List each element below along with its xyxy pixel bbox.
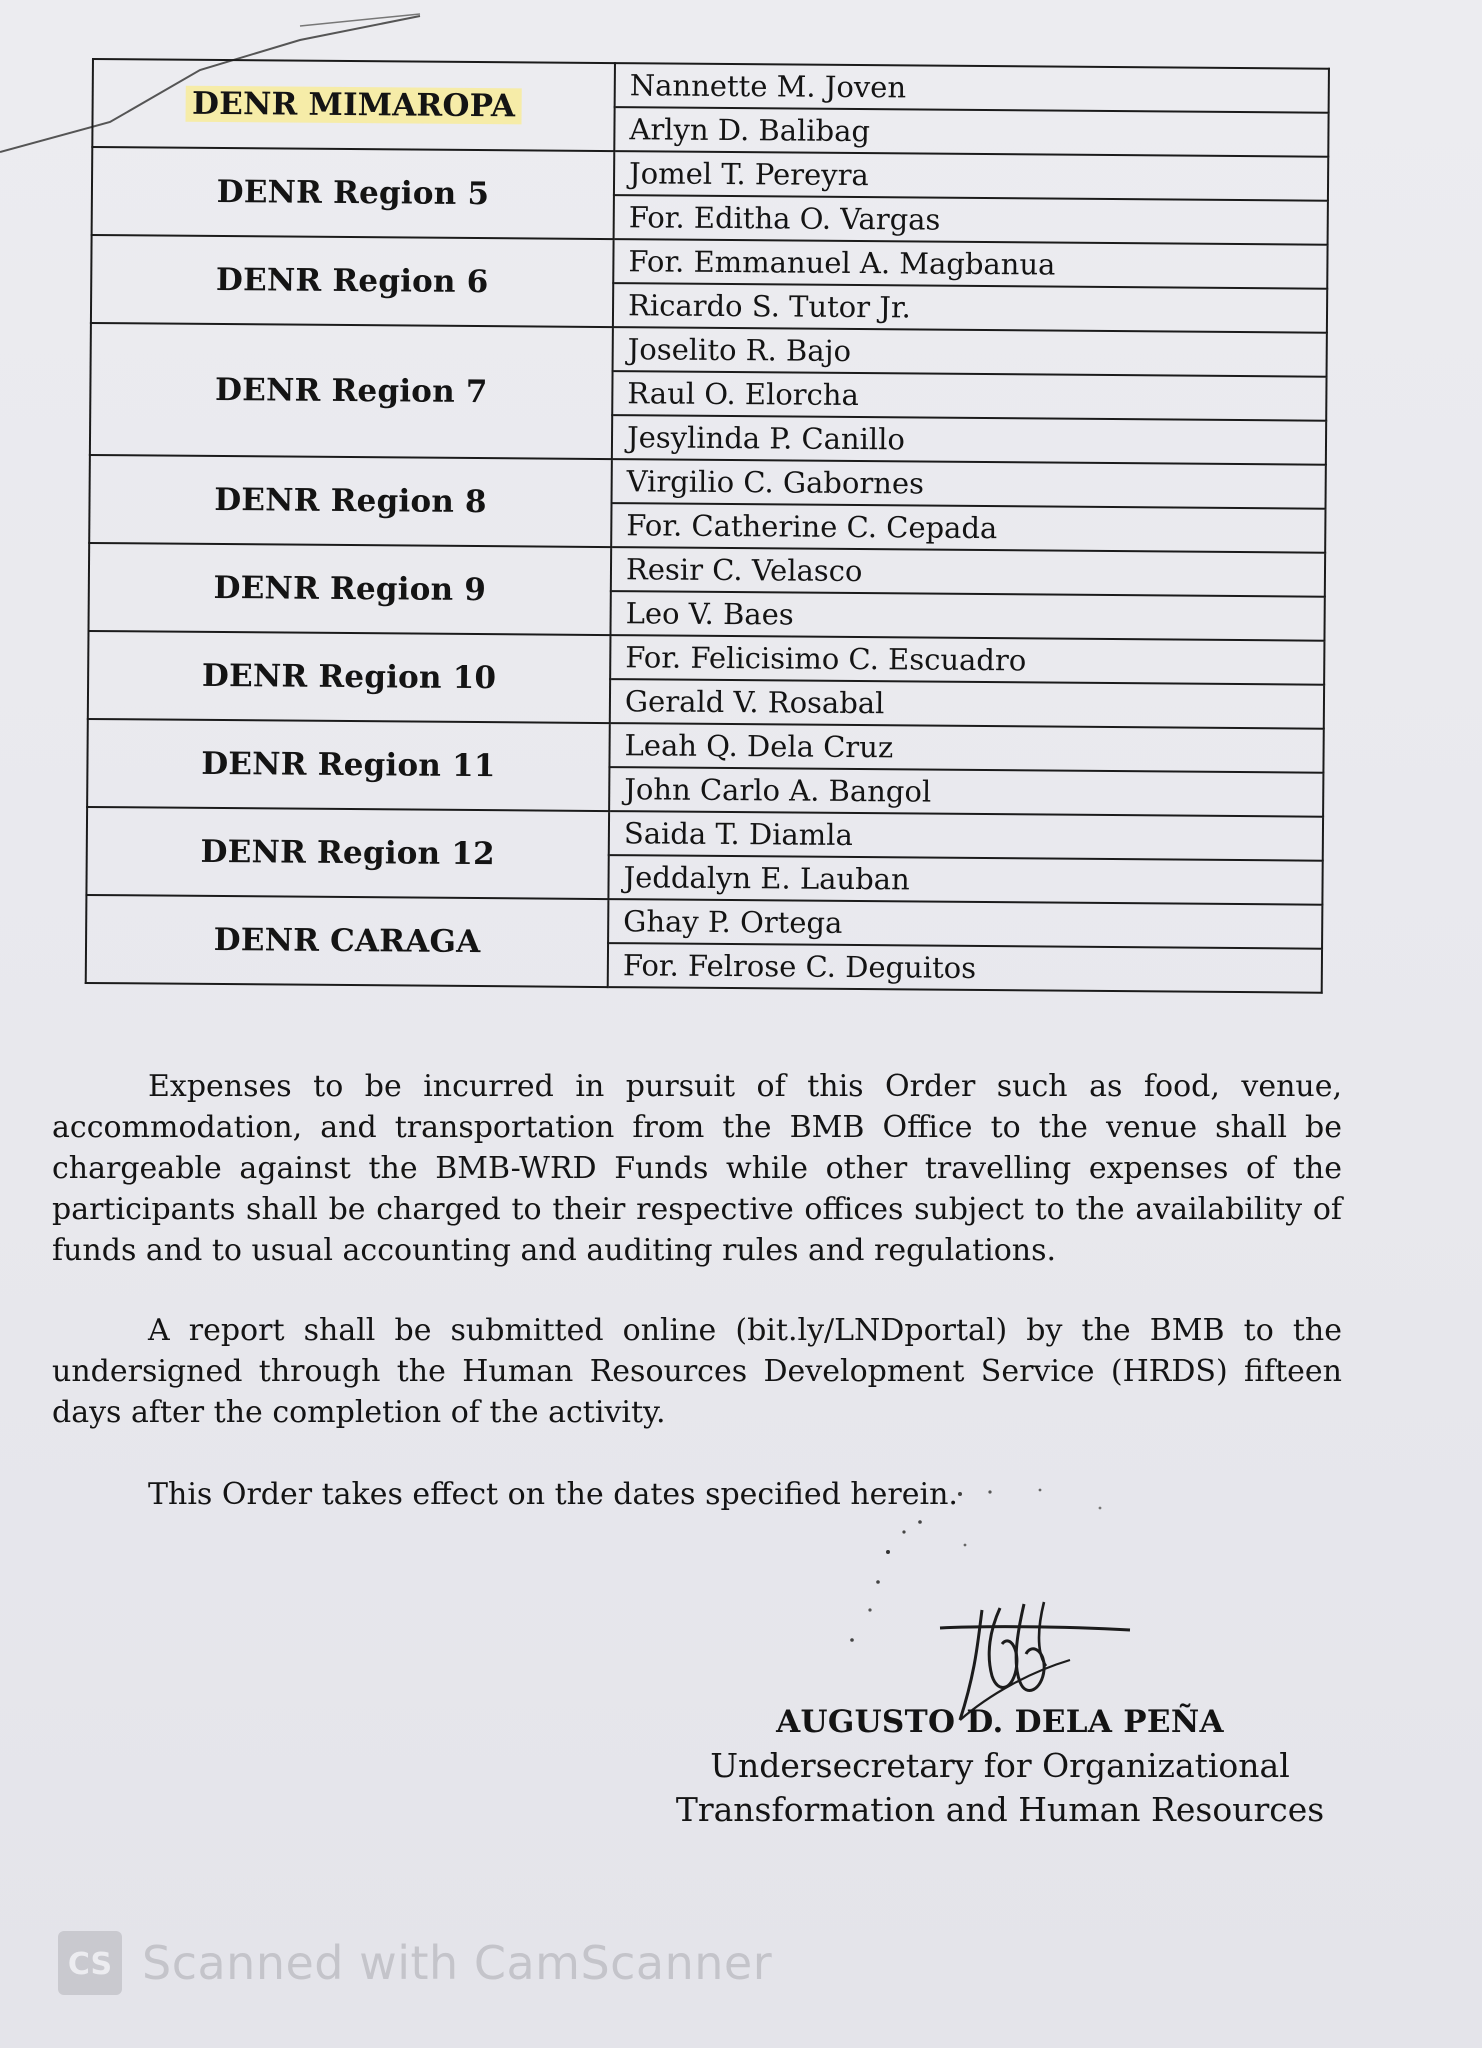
signatory-block (640, 1700, 1360, 1832)
participant-name: Nannette M. Joven (615, 63, 1329, 113)
participant-name: Raul O. Elorcha (612, 371, 1326, 421)
region-name: DENR Region 8 (214, 481, 487, 521)
camscanner-logo-text: CS (67, 1947, 113, 1982)
table-row (90, 455, 1326, 509)
participant-name: Joselito R. Bajo (613, 327, 1327, 377)
table-row (86, 895, 1322, 949)
region-name: DENR Region 7 (214, 371, 488, 411)
region-cell (91, 235, 614, 327)
region-name: DENR MIMAROPA (186, 86, 521, 125)
participant-name: Saida T. Diamla (609, 811, 1323, 861)
camscanner-text: Scanned with CamScanner (142, 1936, 773, 1990)
participant-name: For. Emmanuel A. Magbanua (613, 239, 1327, 289)
region-name: DENR Region 12 (200, 833, 496, 873)
report-paragraph: A report shall be submitted online (bit.ly/LNDportal) by the BMB to the undersigned through the Human Resources Development Service (HRDS) fifteen days after the completion of the activity. (52, 1313, 1342, 1430)
participant-name: Leah Q. Dela Cruz (609, 723, 1323, 773)
region-cell (86, 807, 609, 899)
expenses-paragraph: Expenses to be incurred in pursuit of this Order such as food, venue, accommodation, and transportation from the BMB Office to the venue shall be chargeable against the BMB-WRD Funds while other travelling expenses of the participants shall be charged to their respective offices subject to the availability of funds and to usual accounting and auditing rules and regulations. (52, 1069, 1342, 1268)
table-row (91, 235, 1327, 289)
participant-name: Jesylinda P. Canillo (612, 415, 1326, 465)
participant-name: Leo V. Baes (610, 591, 1324, 641)
table-row (87, 807, 1323, 861)
effectivity-paragraph: This Order takes effect on the dates specified herein. (148, 1477, 958, 1512)
region-name: DENR Region 11 (201, 745, 496, 785)
camscanner-logo-icon (58, 1931, 122, 1995)
signatory-title-line-1: Undersecretary for Organizational (710, 1746, 1290, 1785)
region-name: DENR Region 9 (213, 569, 487, 609)
region-name: DENR Region 10 (201, 657, 497, 697)
table-row (92, 147, 1328, 201)
participant-name: Ricardo S. Tutor Jr. (613, 283, 1327, 333)
participant-name: Virgilio C. Gabornes (612, 459, 1326, 509)
participant-name: John Carlo A. Bangol (609, 767, 1323, 817)
participant-name: For. Catherine C. Cepada (611, 503, 1325, 553)
region-name: DENR Region 6 (215, 261, 489, 301)
table-row (89, 543, 1325, 597)
participant-name: Gerald V. Rosabal (610, 679, 1324, 729)
region-name: DENR CARAGA (213, 921, 481, 961)
participant-name: For. Editha O. Vargas (614, 195, 1328, 245)
region-cell (88, 543, 611, 635)
participant-name: Ghay P. Ortega (608, 899, 1322, 949)
signatory-title-line-2: Transformation and Human Resources (675, 1790, 1325, 1829)
participant-name: For. Felicisimo C. Escuadro (610, 635, 1324, 685)
participant-name: Resir C. Velasco (611, 547, 1325, 597)
participant-name: For. Felrose C. Deguitos (608, 943, 1322, 993)
participant-name: Jeddalyn E. Lauban (608, 855, 1322, 905)
region-cell (92, 147, 615, 239)
region-name: DENR Region 5 (216, 173, 490, 213)
participant-name: Arlyn D. Balibag (614, 107, 1328, 157)
region-cell (86, 895, 609, 987)
region-cell (88, 631, 611, 723)
signatory-name: AUGUSTO D. DELA PEÑA (776, 1704, 1224, 1740)
region-cell (92, 59, 615, 151)
table-row (87, 719, 1323, 773)
table-row (91, 323, 1327, 377)
region-cell (90, 323, 613, 459)
participant-name: Jomel T. Pereyra (614, 151, 1328, 201)
camscanner-watermark (58, 1930, 772, 1996)
participants-table (85, 58, 1330, 994)
table-row (93, 59, 1329, 113)
table-row (88, 631, 1324, 685)
region-cell (87, 719, 610, 811)
region-cell (89, 455, 612, 547)
